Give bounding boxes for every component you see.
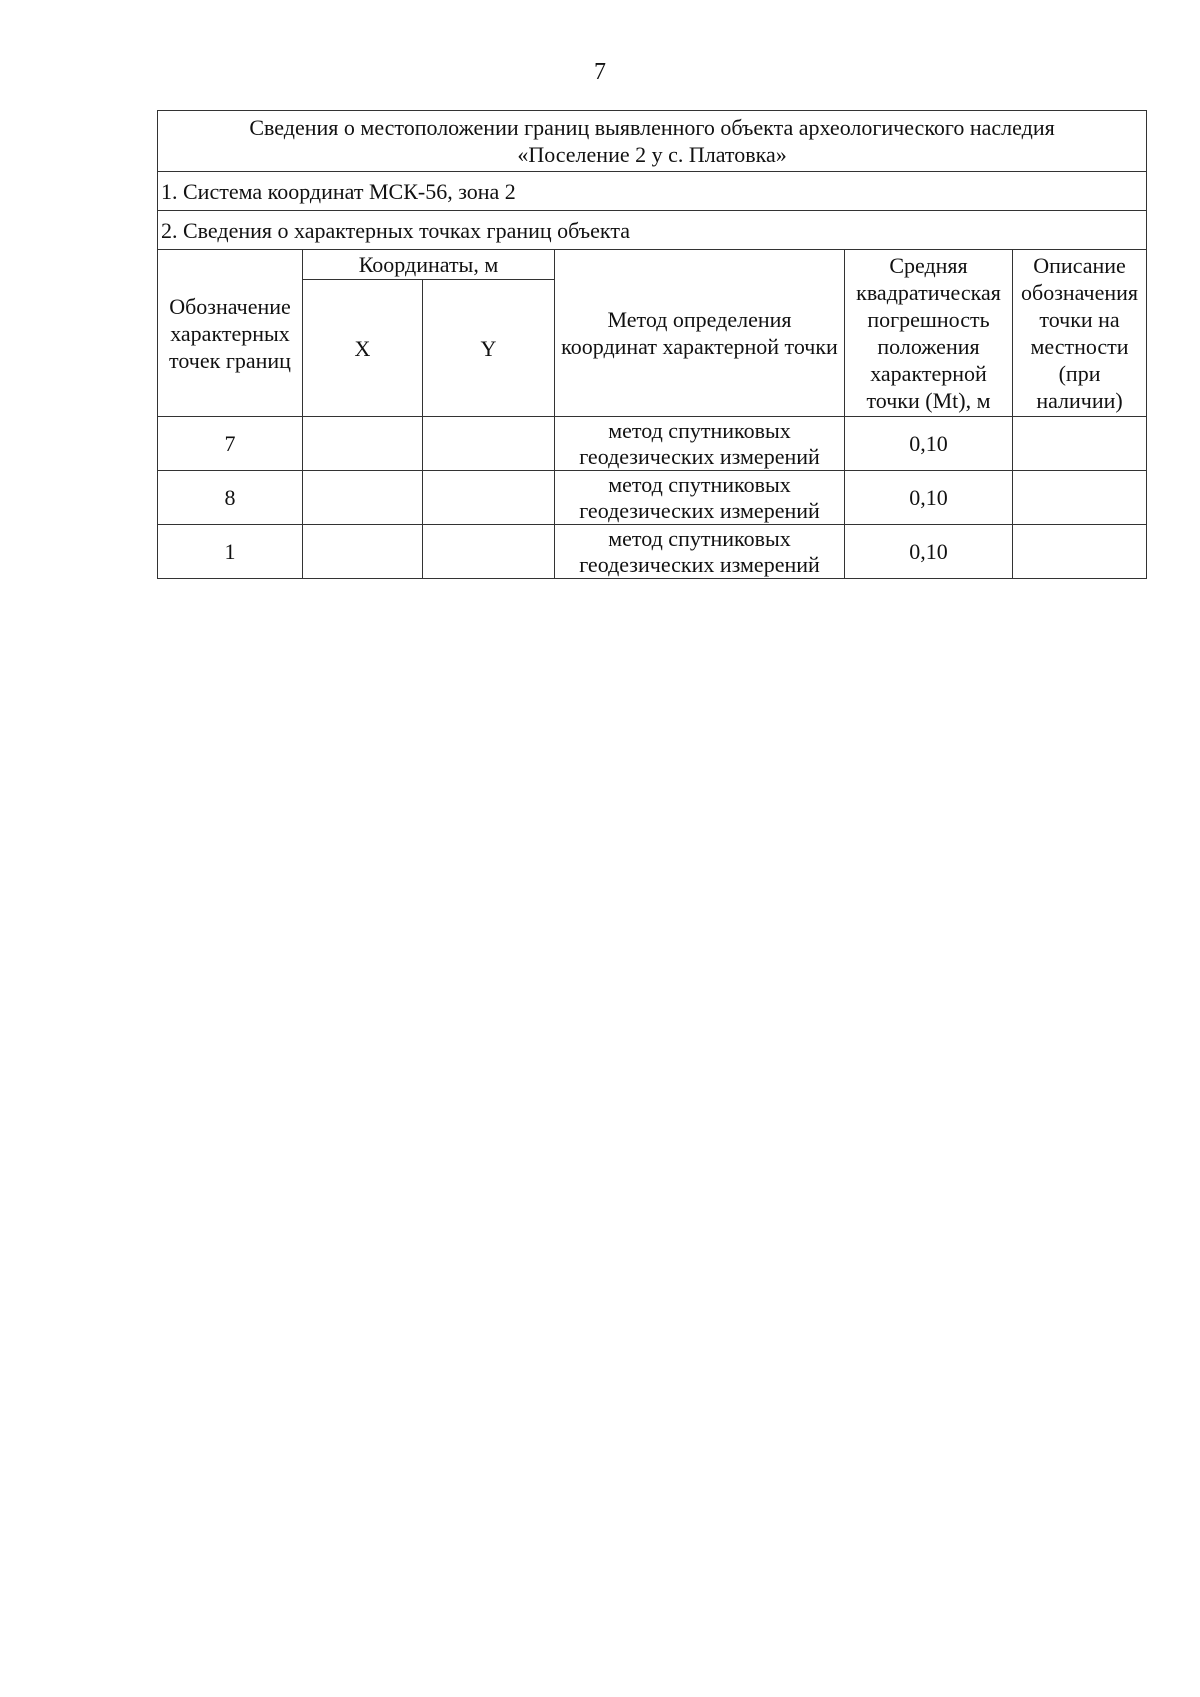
table-row [158, 417, 1147, 471]
page-number: 7 [594, 59, 606, 85]
cell-y [423, 525, 555, 579]
header-y: Y [423, 280, 555, 417]
section-title-row [158, 211, 1147, 250]
cell-description [1013, 525, 1147, 579]
cell-mt: 0,10 [845, 471, 1013, 525]
table-title-line1: Сведения о местоположении границ выявленного объекта археологического наследия [249, 115, 1055, 140]
header-row-1 [158, 250, 1147, 280]
header-coordinates: Координаты, м [303, 250, 555, 280]
cell-description [1013, 471, 1147, 525]
coordinate-system-row [158, 172, 1147, 211]
header-description: Описание обозначения точки на местности (при наличии) [1013, 250, 1147, 417]
cell-method: метод спутниковых геодезических измерений [555, 417, 845, 471]
header-point-designation: Обозначение характерных точек границ [158, 250, 303, 417]
cell-x [303, 417, 423, 471]
cell-method: метод спутниковых геодезических измерений [555, 471, 845, 525]
boundary-points-table [157, 110, 1147, 579]
header-x: X [303, 280, 423, 417]
cell-x [303, 525, 423, 579]
cell-x [303, 471, 423, 525]
cell-point: 7 [158, 417, 303, 471]
cell-mt: 0,10 [845, 417, 1013, 471]
cell-mt: 0,10 [845, 525, 1013, 579]
cell-method: метод спутниковых геодезических измерений [555, 525, 845, 579]
cell-point: 1 [158, 525, 303, 579]
table-row [158, 471, 1147, 525]
table-title-row [158, 111, 1147, 172]
table-row [158, 525, 1147, 579]
header-mean-error: Средняя квадратическая погрешность положения характерной точки (Mt), м [845, 250, 1013, 417]
header-method: Метод определения координат характерной точки [555, 250, 845, 417]
table-title-cell [158, 111, 1147, 172]
cell-description [1013, 417, 1147, 471]
coordinate-system-cell: 1. Система координат МСК-56, зона 2 [158, 172, 1147, 211]
cell-point: 8 [158, 471, 303, 525]
table-title-line2: «Поселение 2 у с. Платовка» [517, 142, 787, 167]
section-title-cell: 2. Сведения о характерных точках границ объекта [158, 211, 1147, 250]
cell-y [423, 471, 555, 525]
cell-y [423, 417, 555, 471]
